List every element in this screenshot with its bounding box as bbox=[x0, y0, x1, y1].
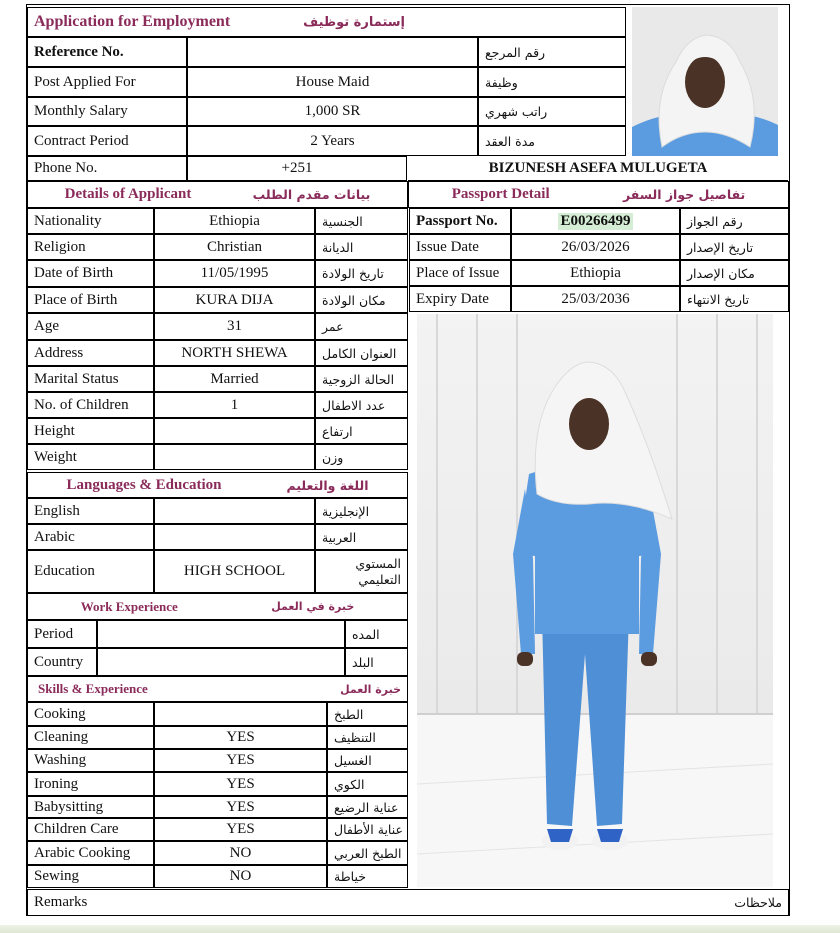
salary-label-ar: راتب شهري bbox=[478, 97, 626, 126]
applicant-value: Christian bbox=[154, 234, 315, 260]
applicant-label-ar: الديانة bbox=[315, 234, 408, 260]
applicant-value: 31 bbox=[154, 313, 315, 340]
skill-label: Children Care bbox=[27, 818, 154, 841]
passport-section-header bbox=[408, 181, 789, 208]
skill-label-ar: خياطة bbox=[327, 865, 408, 888]
form-header bbox=[27, 7, 626, 37]
applicant-headshot bbox=[632, 7, 778, 156]
applicant-label-ar: مكان الولادة bbox=[315, 287, 408, 313]
applicant-value: KURA DIJA bbox=[154, 287, 315, 313]
work-value bbox=[97, 648, 345, 676]
applicant-label-ar: عمر bbox=[315, 313, 408, 340]
reference-label: Reference No. bbox=[27, 37, 187, 67]
language-label-ar: الإنجليزية bbox=[315, 498, 408, 524]
applicant-value bbox=[154, 418, 315, 444]
applicant-label: Height bbox=[27, 418, 154, 444]
work-label-ar: المده bbox=[345, 620, 408, 648]
applicant-title-ar: بيانات مقدم الطلب bbox=[252, 187, 371, 202]
skill-label: Ironing bbox=[27, 772, 154, 796]
language-value: HIGH SCHOOL bbox=[154, 550, 315, 593]
passport-number-highlight: E00266499 bbox=[560, 212, 631, 229]
skill-value: YES bbox=[154, 749, 327, 772]
passport-label: Expiry Date bbox=[409, 286, 511, 312]
passport-label: Issue Date bbox=[409, 234, 511, 260]
skill-label: Arabic Cooking bbox=[27, 841, 154, 865]
language-value bbox=[154, 498, 315, 524]
passport-label: Place of Issue bbox=[409, 260, 511, 286]
passport-label: Passport No. bbox=[409, 208, 511, 234]
passport-value bbox=[511, 208, 680, 234]
passport-label-ar: تاريخ الانتهاء bbox=[680, 286, 789, 312]
passport-label-ar: تاريخ الإصدار bbox=[680, 234, 789, 260]
salary-value: 1,000 SR bbox=[187, 97, 478, 126]
skill-label: Babysitting bbox=[27, 796, 154, 818]
post-label-ar: وظيفة bbox=[478, 67, 626, 97]
language-label-ar: المستوي التعليمي bbox=[315, 550, 408, 593]
passport-value: 26/03/2026 bbox=[511, 234, 680, 260]
languages-section-header bbox=[27, 472, 408, 498]
passport-label-ar: مكان الإصدار bbox=[680, 260, 789, 286]
passport-label-ar: رقم الجواز bbox=[680, 208, 789, 234]
skill-label-ar: الغسيل bbox=[327, 749, 408, 772]
applicant-value: 11/05/1995 bbox=[154, 260, 315, 287]
applicant-full-photo bbox=[417, 314, 773, 887]
form-title: Application for Employment bbox=[34, 13, 231, 30]
reference-label-ar: رقم المرجع bbox=[478, 37, 626, 67]
applicant-section-header bbox=[27, 181, 408, 208]
work-label: Period bbox=[27, 620, 97, 648]
applicant-value bbox=[154, 444, 315, 470]
applicant-label-ar: الجنسية bbox=[315, 208, 408, 234]
skill-label: Cooking bbox=[27, 702, 154, 726]
applicant-value: 1 bbox=[154, 392, 315, 418]
work-title: Work Experience bbox=[80, 598, 178, 614]
skills-section-header bbox=[27, 676, 408, 702]
phone-value: +251 bbox=[187, 156, 407, 181]
skill-value: YES bbox=[154, 772, 327, 796]
remarks-row bbox=[27, 889, 789, 916]
language-value bbox=[154, 524, 315, 550]
skill-value: YES bbox=[154, 796, 327, 818]
form-title-ar: إستمارة توظيف bbox=[303, 14, 405, 30]
applicant-label: Nationality bbox=[27, 208, 154, 234]
remarks-label: Remarks bbox=[34, 894, 88, 910]
language-label: English bbox=[27, 498, 154, 524]
language-label: Arabic bbox=[27, 524, 154, 550]
work-label: Country bbox=[27, 648, 97, 676]
applicant-name: BIZUNESH ASEFA MULUGETA bbox=[408, 156, 788, 181]
work-label-ar: البلد bbox=[345, 648, 408, 676]
applicant-label-ar: عدد الاطفال bbox=[315, 392, 408, 418]
work-value bbox=[97, 620, 345, 648]
work-title-ar: خبرة في العمل bbox=[271, 600, 355, 613]
applicant-label-ar: الحالة الزوجية bbox=[315, 366, 408, 392]
applicant-label: Age bbox=[27, 313, 154, 340]
language-label: Education bbox=[27, 550, 154, 593]
applicant-label: Place of Birth bbox=[27, 287, 154, 313]
phone-label: Phone No. bbox=[27, 156, 187, 181]
skill-value bbox=[154, 702, 327, 726]
reference-value bbox=[187, 37, 478, 67]
passport-value: 25/03/2036 bbox=[511, 286, 680, 312]
passport-value: Ethiopia bbox=[511, 260, 680, 286]
languages-title: Languages & Education bbox=[66, 476, 222, 493]
contract-value: 2 Years bbox=[187, 126, 478, 156]
skill-value: YES bbox=[154, 818, 327, 841]
skill-label-ar: الطبخ bbox=[327, 702, 408, 726]
applicant-label: No. of Children bbox=[27, 392, 154, 418]
skill-label-ar: عناية الرضيع bbox=[327, 796, 408, 818]
applicant-label: Date of Birth bbox=[27, 260, 154, 287]
contract-label: Contract Period bbox=[27, 126, 187, 156]
applicant-label: Religion bbox=[27, 234, 154, 260]
applicant-value: NORTH SHEWA bbox=[154, 340, 315, 366]
applicant-label: Marital Status bbox=[27, 366, 154, 392]
applicant-label-ar: وزن bbox=[315, 444, 408, 470]
language-label-ar: العربية bbox=[315, 524, 408, 550]
applicant-title: Details of Applicant bbox=[64, 186, 192, 202]
applicant-label-ar: العنوان الكامل bbox=[315, 340, 408, 366]
passport-title: Passport Detail bbox=[451, 186, 550, 202]
skill-label: Sewing bbox=[27, 865, 154, 888]
remarks-label-ar: ملاحظات bbox=[734, 895, 782, 910]
skill-label-ar: الكوي bbox=[327, 772, 408, 796]
skill-label-ar: الطبخ العربي bbox=[327, 841, 408, 865]
skill-label-ar: عناية الأطفال bbox=[327, 818, 408, 841]
skill-label: Cleaning bbox=[27, 726, 154, 749]
skill-value: NO bbox=[154, 841, 327, 865]
contract-label-ar: مدة العقد bbox=[478, 126, 626, 156]
languages-title-ar: اللغة والتعليم bbox=[286, 477, 369, 493]
post-value: House Maid bbox=[187, 67, 478, 97]
passport-title-ar: تفاصيل جواز السفر bbox=[623, 187, 746, 202]
skill-label: Washing bbox=[27, 749, 154, 772]
post-label: Post Applied For bbox=[27, 67, 187, 97]
skill-label-ar: التنظيف bbox=[327, 726, 408, 749]
applicant-label-ar: تاريخ الولادة bbox=[315, 260, 408, 287]
applicant-value: Ethiopia bbox=[154, 208, 315, 234]
applicant-label: Weight bbox=[27, 444, 154, 470]
skills-title: Skills & Experience bbox=[38, 681, 148, 696]
applicant-label: Address bbox=[27, 340, 154, 366]
skill-value: YES bbox=[154, 726, 327, 749]
work-section-header bbox=[27, 593, 408, 620]
page-bottom-strip bbox=[0, 925, 840, 933]
salary-label: Monthly Salary bbox=[27, 97, 187, 126]
skills-title-ar: خبرة العمل bbox=[340, 682, 401, 696]
applicant-label-ar: ارتفاع bbox=[315, 418, 408, 444]
applicant-value: Married bbox=[154, 366, 315, 392]
skill-value: NO bbox=[154, 865, 327, 888]
